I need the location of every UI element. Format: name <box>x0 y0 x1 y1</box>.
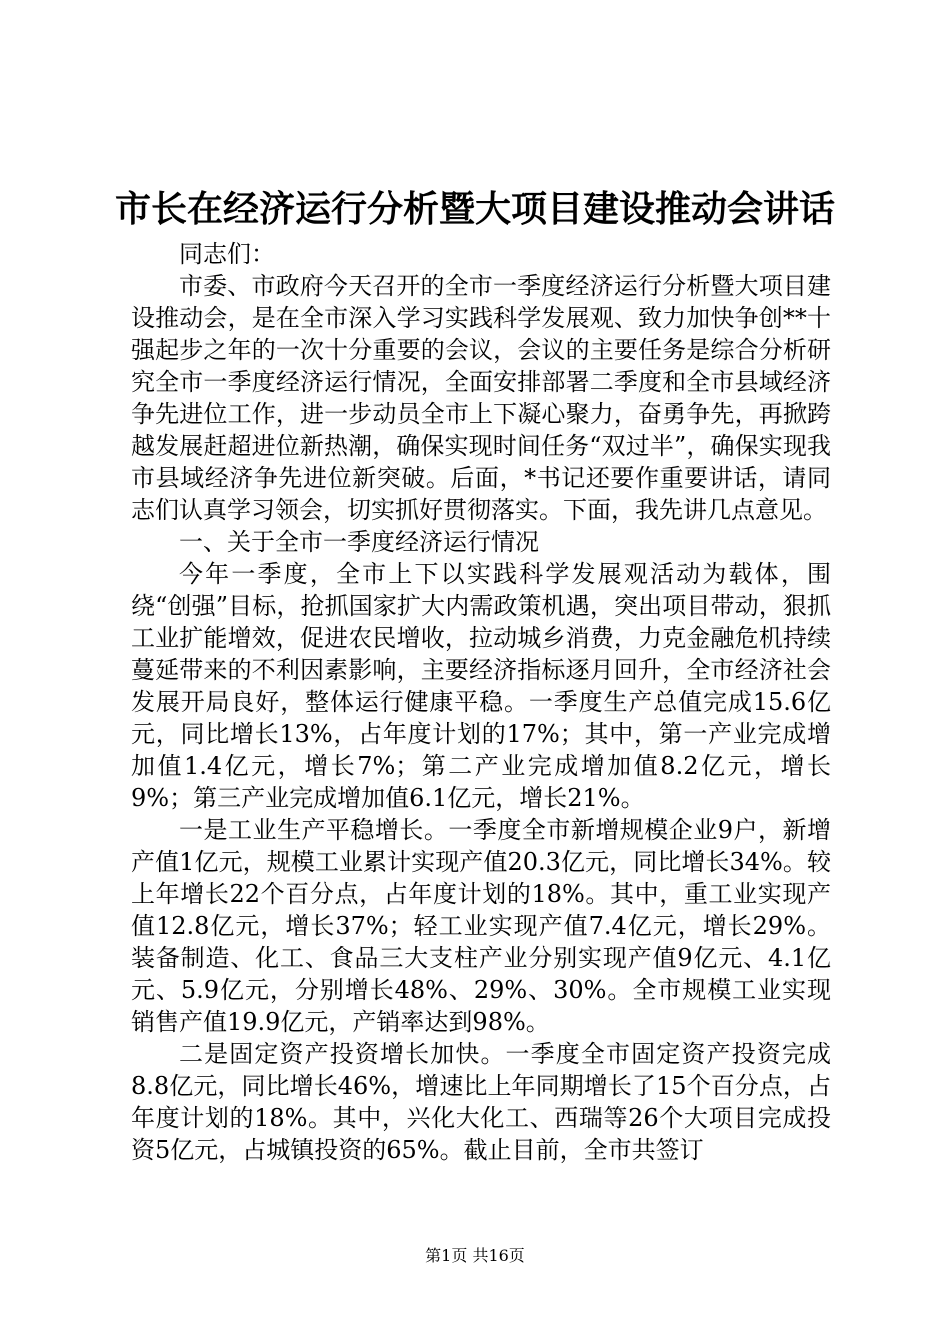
page-footer: 第1页 共16页 <box>425 1246 525 1265</box>
paragraph-industry: 一是工业生产平稳增长。一季度全市新增规模企业9户，新增产值1亿元，规模工业累计实现产值20.3亿元，同比增长34%。较上年增长22个百分点，占年度计划的18%。其中，重工业实现产值12.8亿元，增长37%；轻工业实现产值7.4亿元，增长29%。装备制造、化工、食品三大支柱产业分别实现产值9亿元、4.1亿元、5.9亿元，分别增长48%、29%、30%。全市规模工业实现销售产值19.9亿元，产销率达到98%。 <box>131 816 831 1036</box>
paragraph-investment: 二是固定资产投资增长加快。一季度全市固定资产投资完成8.8亿元，同比增长46%，增速比上年同期增长了15个百分点，占年度计划的18%。其中，兴化大化工、西瑞等26个大项目完成投资5亿元，占城镇投资的65%。截止目前，全市共签订 <box>131 1040 831 1164</box>
paragraph-overview: 今年一季度，全市上下以实践科学发展观活动为载体，围绕“创强”目标，抢抓国家扩大内需政策机遇，突出项目带动，狠抓工业扩能增效，促进农民增收，拉动城乡消费，力克金融危机持续蔓延带来的不利因素影响，主要经济指标逐月回升，全市经济社会发展开局良好，整体运行健康平稳。一季度生产总值完成15.6亿元，同比增长13%，占年度计划的17%；其中，第一产业完成增加值1.4亿元，增长7%；第二产业完成增加值8.2亿元，增长9%；第三产业完成增加值6.1亿元，增长21%。 <box>131 560 831 812</box>
paragraph-intro: 市委、市政府今天召开的全市一季度经济运行分析暨大项目建设推动会，是在全市深入学习实践科学发展观、致力加快争创**十强起步之年的一次十分重要的会议，会议的主要任务是综合分析研究全市一季度经济运行情况，全面安排部署二季度和全市县域经济争先进位工作，进一步动员全市上下凝心聚力，奋勇争先，再掀跨越发展赶超进位新热潮，确保实现时间任务“双过半”，确保实现我市县域经济争先进位新突破。后面，*书记还要作重要讲话，请同志们认真学习领会，切实抓好贯彻落实。下面，我先讲几点意见。 <box>131 272 831 524</box>
document-body <box>131 238 831 1166</box>
document-title: 市长在经济运行分析暨大项目建设推动会讲话 <box>114 188 835 230</box>
salutation: 同志们： <box>179 240 275 268</box>
section-heading: 一、关于全市一季度经济运行情况 <box>179 528 539 556</box>
